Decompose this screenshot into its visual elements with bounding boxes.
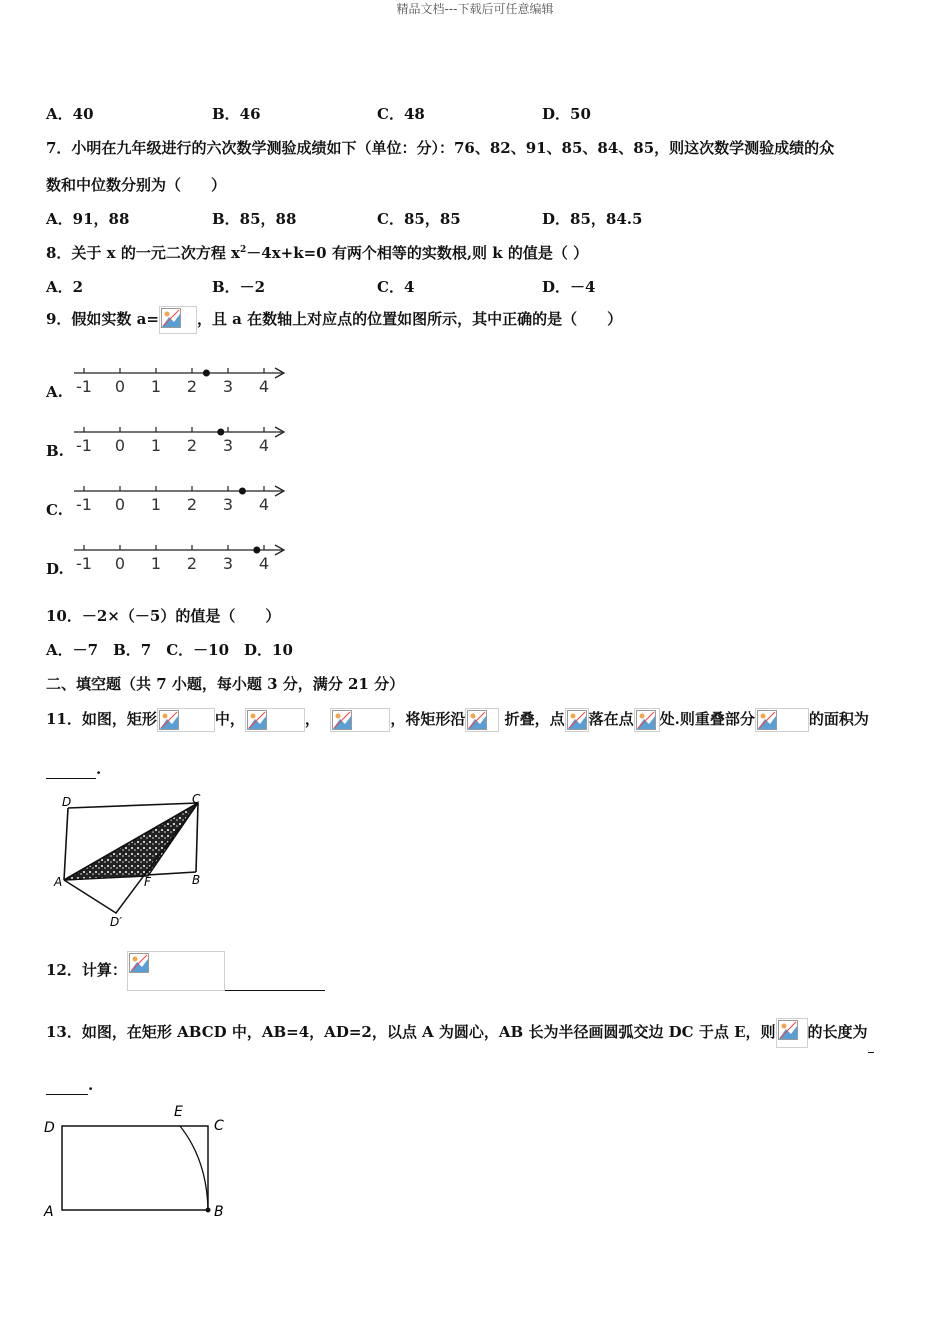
tick-label: 4: [258, 495, 270, 514]
broken-image-icon: [245, 708, 305, 732]
tick-label: 0: [114, 377, 126, 396]
fig-label-b: B: [192, 873, 201, 887]
rectangle-abcd: [62, 1126, 208, 1210]
tick-label: 0: [114, 554, 126, 573]
broken-image-icon: [159, 306, 197, 334]
q11-end-dot: .: [96, 760, 102, 778]
q9-option-b-label: B.: [46, 442, 64, 460]
q12-text: 12．计算：: [46, 961, 127, 979]
arc-eb: [180, 1126, 208, 1210]
q8-stem: [46, 242, 588, 263]
tick-label: 3: [222, 436, 234, 455]
q9-option-a-label: A.: [46, 383, 63, 401]
q10-options: A．－7 B．7 C．－10 D．10: [46, 641, 293, 659]
page-header: 精品文档---下载后可任意编辑: [396, 2, 554, 16]
answer-blank: [868, 1012, 874, 1053]
fig-label-a: A: [54, 875, 63, 889]
tick-label: 1: [150, 436, 162, 455]
q7-stem-line2: 数和中位数分别为（ ）: [46, 176, 227, 194]
q8-option-a: A．2: [46, 278, 84, 296]
q11-text-1: 11．如图，矩形: [46, 710, 157, 728]
broken-image-icon: [755, 708, 809, 732]
q11-text-5: 折叠，点: [504, 710, 565, 728]
q9-stem: [46, 306, 622, 334]
q6-option-a: A．40: [46, 105, 94, 123]
fig-label-a: A: [44, 1204, 54, 1220]
tick-label: 2: [186, 495, 198, 514]
tick-label: -1: [76, 495, 92, 514]
q7-option-b: B．85，88: [212, 210, 297, 228]
tick-label: 2: [186, 554, 198, 573]
broken-image-icon: [330, 708, 390, 732]
fig-label-d: D: [62, 795, 72, 809]
section-heading: 二、填空题（共 7 小题，每小题 3 分，满分 21 分）: [46, 675, 405, 693]
fig-label-f: F: [144, 875, 151, 889]
fig-label-b: B: [214, 1204, 224, 1220]
broken-image-icon: [565, 708, 589, 732]
answer-blank: [225, 950, 325, 991]
q12-stem: [46, 950, 325, 991]
tick-label: -1: [76, 436, 92, 455]
q11-text-7: 处.则重叠部分: [659, 710, 755, 728]
q11-text-3: ，: [304, 710, 320, 728]
q8-option-d: D．－4: [542, 278, 596, 296]
q8-superscript: 2: [240, 245, 247, 255]
q9-option-d-label: D.: [46, 560, 64, 578]
tick-label: 0: [114, 436, 126, 455]
tick-label: -1: [76, 554, 92, 573]
q13-text: 13．如图，在矩形 ABCD 中，AB=4，AD=2，以点 A 为圆心，AB 长为半径画圆弧交边 DC 于点 E，则: [46, 1023, 776, 1041]
q13-tail: 的长度为: [807, 1023, 868, 1041]
point-b: [206, 1208, 211, 1213]
q11-text-8: 的面积为: [808, 710, 869, 728]
q8-option-b: B．－2: [212, 278, 266, 296]
tick-label: -1: [76, 377, 92, 396]
q9-stem-prefix: 9．假如实数 a=: [46, 310, 159, 328]
number-line-b: [72, 423, 288, 455]
tick-label: 1: [150, 554, 162, 573]
broken-image-icon: [776, 1018, 808, 1048]
q11-text-4: ，将矩形沿: [390, 710, 466, 728]
q8-stem-prefix: 8．关于 x 的一元二次方程 x: [46, 244, 240, 262]
point-a-marker: [203, 370, 210, 377]
q11-figure: [52, 792, 212, 932]
q11-text-2: 中，: [214, 710, 245, 728]
tick-label: 4: [258, 377, 270, 396]
answer-blank: [46, 1076, 88, 1095]
q11-stem: [46, 696, 869, 742]
q13-end-dot: .: [88, 1076, 94, 1094]
fig-label-d-prime: D′: [110, 915, 122, 929]
tick-label: 4: [258, 554, 270, 573]
tick-label: 0: [114, 495, 126, 514]
broken-image-icon: [465, 708, 499, 732]
tick-label: 3: [222, 495, 234, 514]
tick-label: 1: [150, 377, 162, 396]
q6-option-c: C．48: [377, 105, 425, 123]
fig-label-e: E: [174, 1104, 183, 1120]
q7-option-c: C．85，85: [377, 210, 461, 228]
q8-option-c: C．4: [377, 278, 415, 296]
q13-stem: [46, 1012, 874, 1053]
answer-blank: [46, 760, 96, 779]
tick-label: 4: [258, 436, 270, 455]
q7-option-d: D．85，84.5: [542, 210, 643, 228]
q7-stem-line1: 7．小明在九年级进行的六次数学测验成绩如下（单位：分）：76、82、91、85、84、85，则这次数学测验成绩的众: [46, 139, 835, 157]
q8-stem-suffix: －4x+k=0 有两个相等的实数根,则 k 的值是（ ）: [246, 244, 589, 262]
broken-image-icon: [634, 708, 660, 732]
point-a-marker: [253, 547, 260, 554]
q11-answer-line: [46, 760, 101, 779]
broken-image-icon: [127, 951, 225, 991]
q9-option-c-label: C.: [46, 501, 63, 519]
number-line-c: [72, 482, 288, 514]
point-a-marker: [239, 488, 246, 495]
q11-text-6: 落在点: [588, 710, 634, 728]
q6-option-d: D．50: [542, 105, 591, 123]
tick-label: 1: [150, 495, 162, 514]
tick-label: 3: [222, 377, 234, 396]
q6-option-b: B．46: [212, 105, 261, 123]
q7-option-a: A．91，88: [46, 210, 130, 228]
number-line-d: [72, 541, 288, 573]
tick-label: 2: [186, 436, 198, 455]
point-a-marker: [217, 429, 224, 436]
broken-image-icon: [157, 708, 215, 732]
fig-label-c: C: [192, 792, 201, 806]
tick-label: 3: [222, 554, 234, 573]
tick-label: 2: [186, 377, 198, 396]
number-line-a: [72, 364, 288, 396]
q9-stem-suffix: ，且 a 在数轴上对应点的位置如图所示，其中正确的是（ ）: [196, 310, 623, 328]
q10-stem: 10．－2×（－5）的值是（ ）: [46, 607, 281, 625]
q13-answer-line: [46, 1076, 93, 1095]
fig-label-d: D: [44, 1120, 55, 1136]
q13-figure: [42, 1100, 232, 1224]
fig-label-c: C: [214, 1118, 224, 1134]
